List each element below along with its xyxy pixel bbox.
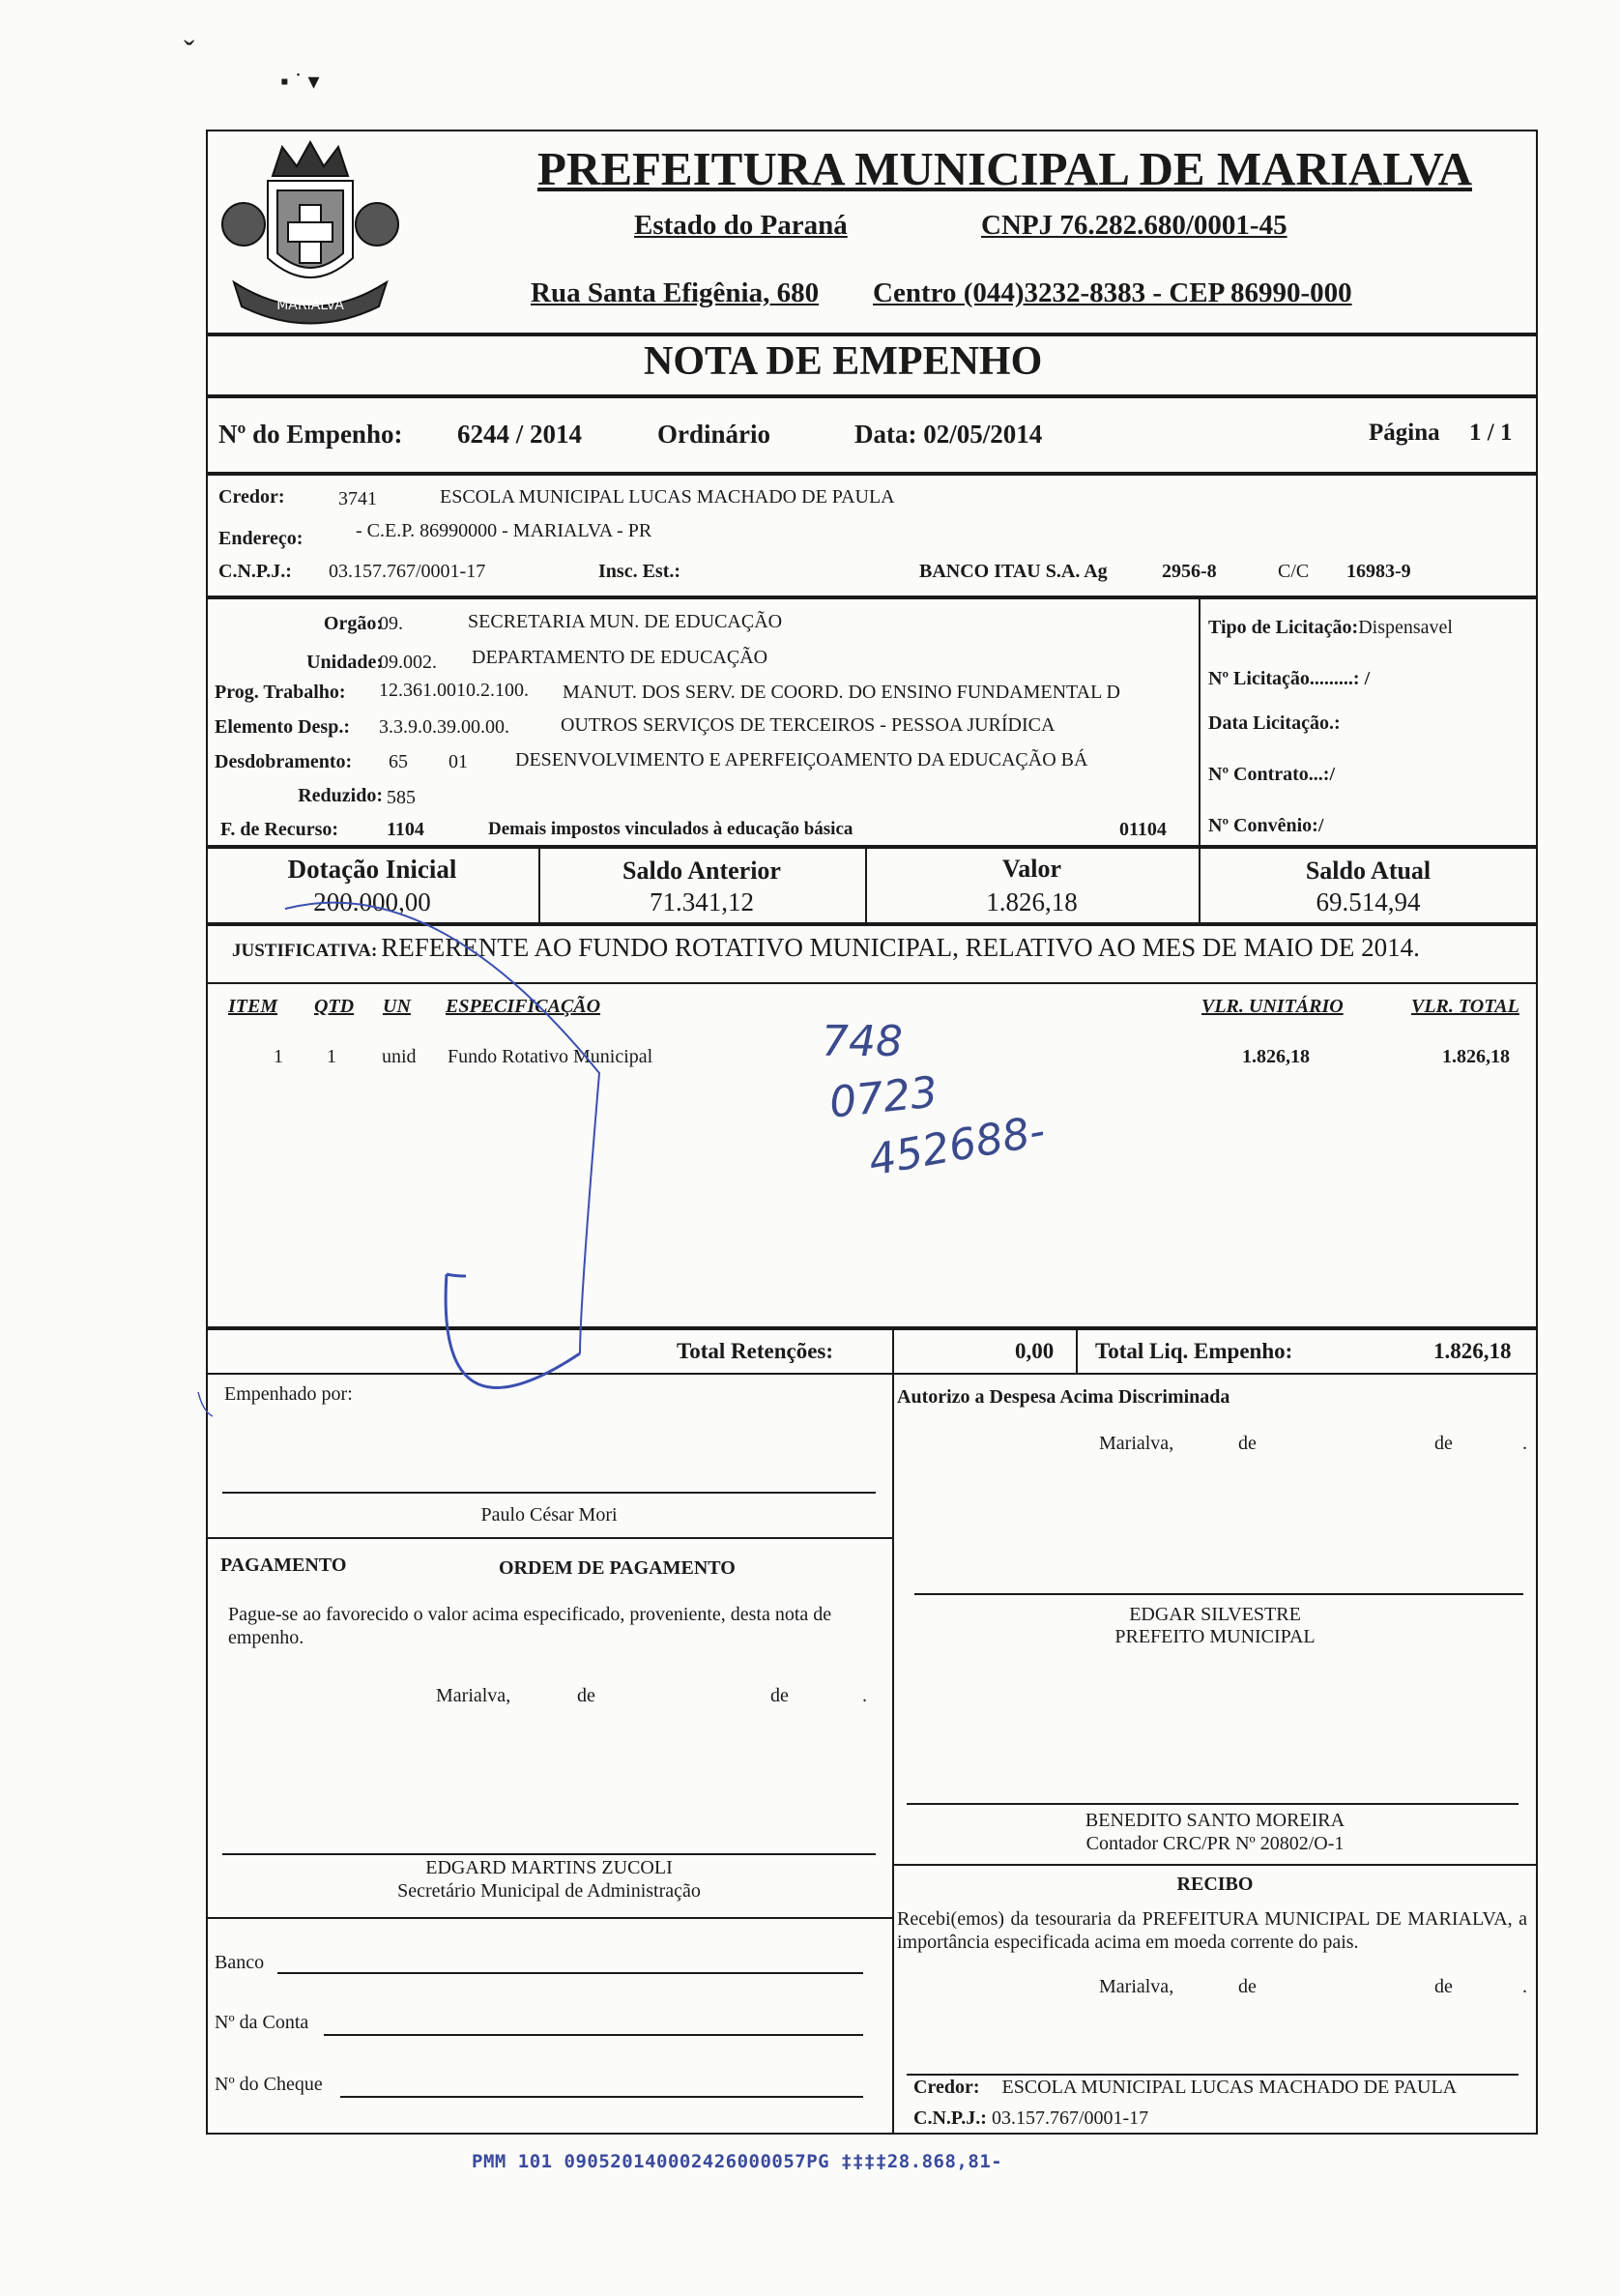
row-un: unid (382, 1046, 417, 1067)
pagamento-text: Pague-se ao favorecido o valor acima especificado, proveniente, desta nota de empenho. (228, 1604, 832, 1648)
elemento-label: Elemento Desp.: (215, 716, 350, 738)
cheque-field-line (340, 2096, 863, 2098)
reduzido-label: Reduzido: (298, 785, 383, 806)
prog-name: MANUT. DOS SERV. DE COORD. DO ENSINO FUNDAMENTAL D (563, 682, 1121, 703)
desdobramento-label: Desdobramento: (215, 751, 353, 772)
credor-name: ESCOLA MUNICIPAL LUCAS MACHADO DE PAULA (440, 486, 895, 508)
autorizo-de-1: de (1238, 1433, 1257, 1454)
municipality-title: PREFEITURA MUNICIPAL DE MARIALVA (537, 142, 1472, 195)
section-divider (206, 1917, 892, 1919)
empenho-number-label: Nº do Empenho: (218, 420, 403, 449)
recurso-name: Demais impostos vinculados à educação básica (488, 819, 853, 839)
empenhado-label: Empenhado por: (224, 1383, 353, 1405)
unidade-code: 09.002. (379, 652, 437, 673)
autorizo-place: Marialva, (1099, 1433, 1174, 1454)
pen-scribble (193, 851, 638, 1450)
licitacao-type-label: Tipo de Licitação: (1208, 617, 1359, 638)
section-divider (206, 1537, 892, 1539)
orgao-name: SECRETARIA MUN. DE EDUCAÇÃO (468, 611, 783, 632)
recibo-de-2: de (1434, 1976, 1453, 1997)
col-spec: ESPECIFICAÇÃO (446, 996, 601, 1017)
handwritten-note: 748 (822, 1017, 903, 1066)
dotacao-inicial-label: Dotação Inicial (287, 855, 457, 884)
prefeito-name: EDGAR SILVESTRE (1129, 1604, 1301, 1625)
signature-line (907, 1803, 1519, 1805)
ordem-pagamento-label: ORDEM DE PAGAMENTO (499, 1557, 736, 1579)
recibo-cnpj-label: C.N.P.J.: (913, 2107, 987, 2129)
header-address: Rua Santa Efigênia, 680 (531, 277, 820, 308)
scan-mark: ▪ ˙ ▾ (280, 70, 320, 95)
orgao-label: Orgão: (323, 613, 383, 634)
recurso-code: 1104 (387, 819, 424, 840)
recibo-credor-label: Credor: (913, 2077, 980, 2098)
banco-label: Banco (215, 1952, 265, 1973)
conta-field-line (324, 2034, 863, 2036)
saldo-atual-label: Saldo Atual (1305, 857, 1432, 885)
recibo-place: Marialva, (1099, 1976, 1174, 1997)
unidade-label: Unidade: (306, 652, 383, 673)
reduzido: 585 (387, 787, 416, 808)
desdobramento-code: 65 (389, 751, 408, 772)
autorizo-dot: . (1522, 1433, 1527, 1454)
prefeito-title: PREFEITO MUNICIPAL (1114, 1626, 1316, 1647)
endereco-label: Endereço: (218, 528, 304, 549)
scan-mark: ˇ (184, 35, 195, 71)
state-name: Estado do Paraná (634, 210, 848, 241)
retencoes-value: 0,00 (1015, 1339, 1055, 1363)
banco-field-line (277, 1972, 863, 1974)
recibo-dot: . (1522, 1976, 1527, 1997)
elemento-code: 3.3.9.0.39.00.00. (379, 716, 509, 738)
section-divider (892, 1864, 1538, 1866)
prog-label: Prog. Trabalho: (215, 682, 346, 703)
recibo-cnpj-value: 03.157.767/0001-17 (991, 2107, 1149, 2129)
pagamento-label: PAGAMENTO (220, 1555, 347, 1576)
totals-divider-2 (1076, 1328, 1078, 1375)
handwritten-note: 0723 (826, 1067, 940, 1128)
contador-name: BENEDITO SANTO MOREIRA (1085, 1810, 1345, 1831)
pagamento-dot: . (862, 1685, 867, 1706)
municipal-seal (215, 137, 406, 327)
recibo-de-1: de (1238, 1976, 1257, 1997)
barcode-text: PMM 101 090520140002426000057PG ‡‡‡‡28.868,81- (472, 2151, 1003, 2172)
lower-box (206, 1375, 1538, 2135)
saldo-anterior-label: Saldo Anterior (622, 857, 781, 885)
row-total: 1.826,18 (1442, 1046, 1510, 1067)
col-qtd: QTD (314, 996, 355, 1017)
totals-divider-1 (892, 1328, 894, 1375)
empenho-number: 6244 / 2014 (457, 420, 583, 449)
endereco: - C.E.P. 86990000 - MARIALVA - PR (356, 520, 652, 541)
bank-agency: 2956-8 (1162, 561, 1217, 582)
autorizo-de-2: de (1434, 1433, 1453, 1454)
retencoes-label: Total Retenções: (677, 1339, 834, 1363)
credor-label: Credor: (218, 486, 285, 508)
row-qtd: 1 (327, 1046, 336, 1067)
contrato-number: Nº Contrato...:/ (1208, 764, 1336, 785)
licitacao-type-value: Dispensavel (1358, 617, 1453, 638)
empenho-type: Ordinário (657, 420, 771, 449)
licitacao-divider (1199, 597, 1201, 847)
insc-est-label: Insc. Est.: (598, 561, 681, 582)
signature-line (222, 1492, 876, 1494)
row-spec: Fundo Rotativo Municipal (448, 1046, 653, 1067)
empenhado-name: Paulo César Mori (480, 1504, 618, 1526)
credor-cnpj: 03.157.767/0001-17 (329, 561, 486, 582)
recibo-credor-name: ESCOLA MUNICIPAL LUCAS MACHADO DE PAULA (1001, 2077, 1458, 2098)
row-item: 1 (274, 1046, 283, 1067)
prog-code: 12.361.0010.2.100. (379, 680, 529, 701)
header-cnpj: CNPJ 76.282.680/0001-45 (981, 210, 1287, 241)
orgao-code: 09. (379, 613, 403, 634)
col-unit: VLR. UNITÁRIO (1201, 996, 1344, 1017)
signature-line (907, 2074, 1519, 2076)
conta-label: Nº da Conta (215, 2012, 309, 2033)
justificativa-text: REFERENTE AO FUNDO ROTATIVO MUNICIPAL, RELATIVO AO MES DE MAIO DE 2014. (381, 933, 1420, 962)
credor-cnpj-label: C.N.P.J.: (218, 561, 292, 582)
recurso-label: F. de Recurso: (220, 819, 339, 840)
signature-line (914, 1593, 1523, 1595)
recibo-cnpj (913, 2107, 1148, 2130)
col-item: ITEM (228, 996, 278, 1017)
cc-label: C/C (1278, 561, 1310, 582)
recurso-code-2: 01104 (1119, 819, 1167, 840)
bank-name: BANCO ITAU S.A. Ag (919, 561, 1108, 582)
saldo-anterior: 71.341,12 (650, 887, 754, 916)
pagamento-de-2: de (770, 1685, 789, 1706)
desdobramento-name: DESENVOLVIMENTO E APERFEIÇOAMENTO DA EDUCAÇÃO BÁ (515, 749, 1088, 770)
document-title: NOTA DE EMPENHO (644, 339, 1043, 384)
recibo-text: Recebi(emos) da tesouraria da PREFEITURA MUNICIPAL DE MARIALVA, a importância especificada acima em moeda corrente do pais. (897, 1908, 1527, 1953)
liq-value: 1.826,18 (1433, 1339, 1512, 1363)
recibo-label: RECIBO (1176, 1874, 1254, 1895)
bank-account: 16983-9 (1346, 561, 1411, 582)
col-un: UN (383, 996, 411, 1017)
handwritten-note: 452688- (864, 1106, 1049, 1186)
unidade-name: DEPARTAMENTO DE EDUCAÇÃO (472, 647, 768, 668)
justificativa-label: JUSTIFICATIVA: (232, 941, 378, 961)
secretario-name: EDGARD MARTINS ZUCOLI (425, 1857, 673, 1878)
licitacao-date: Data Licitação.: (1208, 712, 1341, 734)
pagamento-place: Marialva, (436, 1685, 511, 1706)
signature-line (222, 1853, 876, 1855)
licitacao-number: Nº Licitação.........: / (1208, 668, 1371, 689)
row-unit: 1.826,18 (1242, 1046, 1310, 1067)
empenho-date: Data: 02/05/2014 (854, 420, 1043, 449)
page-number: 1 / 1 (1469, 420, 1513, 446)
licitacao-type (1208, 617, 1453, 639)
contador-title: Contador CRC/PR Nº 20802/O-1 (1085, 1833, 1345, 1854)
liq-label: Total Liq. Empenho: (1095, 1339, 1293, 1363)
desdobramento-sub: 01 (448, 751, 468, 772)
autorizo-label: Autorizo a Despesa Acima Discriminada (897, 1386, 1230, 1408)
recibo-credor (913, 2077, 1457, 2099)
cheque-label: Nº do Cheque (215, 2074, 323, 2095)
header-contact: Centro (044)3232-8383 - CEP 86990-000 (873, 277, 1352, 308)
valor-label: Valor (1001, 855, 1062, 883)
valor: 1.826,18 (986, 887, 1078, 916)
page-label: Página (1369, 420, 1440, 446)
convenio-number: Nº Convênio:/ (1208, 815, 1324, 836)
dotacao-inicial: 200.000,00 (313, 887, 431, 916)
credor-code: 3741 (338, 488, 377, 509)
seal-text: MARIALVA (276, 298, 344, 313)
col-total: VLR. TOTAL (1411, 996, 1519, 1017)
pagamento-de-1: de (577, 1685, 595, 1706)
saldo-atual: 69.514,94 (1316, 887, 1421, 916)
lower-divider (892, 1375, 894, 2135)
elemento-name: OUTROS SERVIÇOS DE TERCEIROS - PESSOA JURÍDICA (561, 714, 1056, 736)
secretario-title: Secretário Municipal de Administração (397, 1880, 701, 1902)
